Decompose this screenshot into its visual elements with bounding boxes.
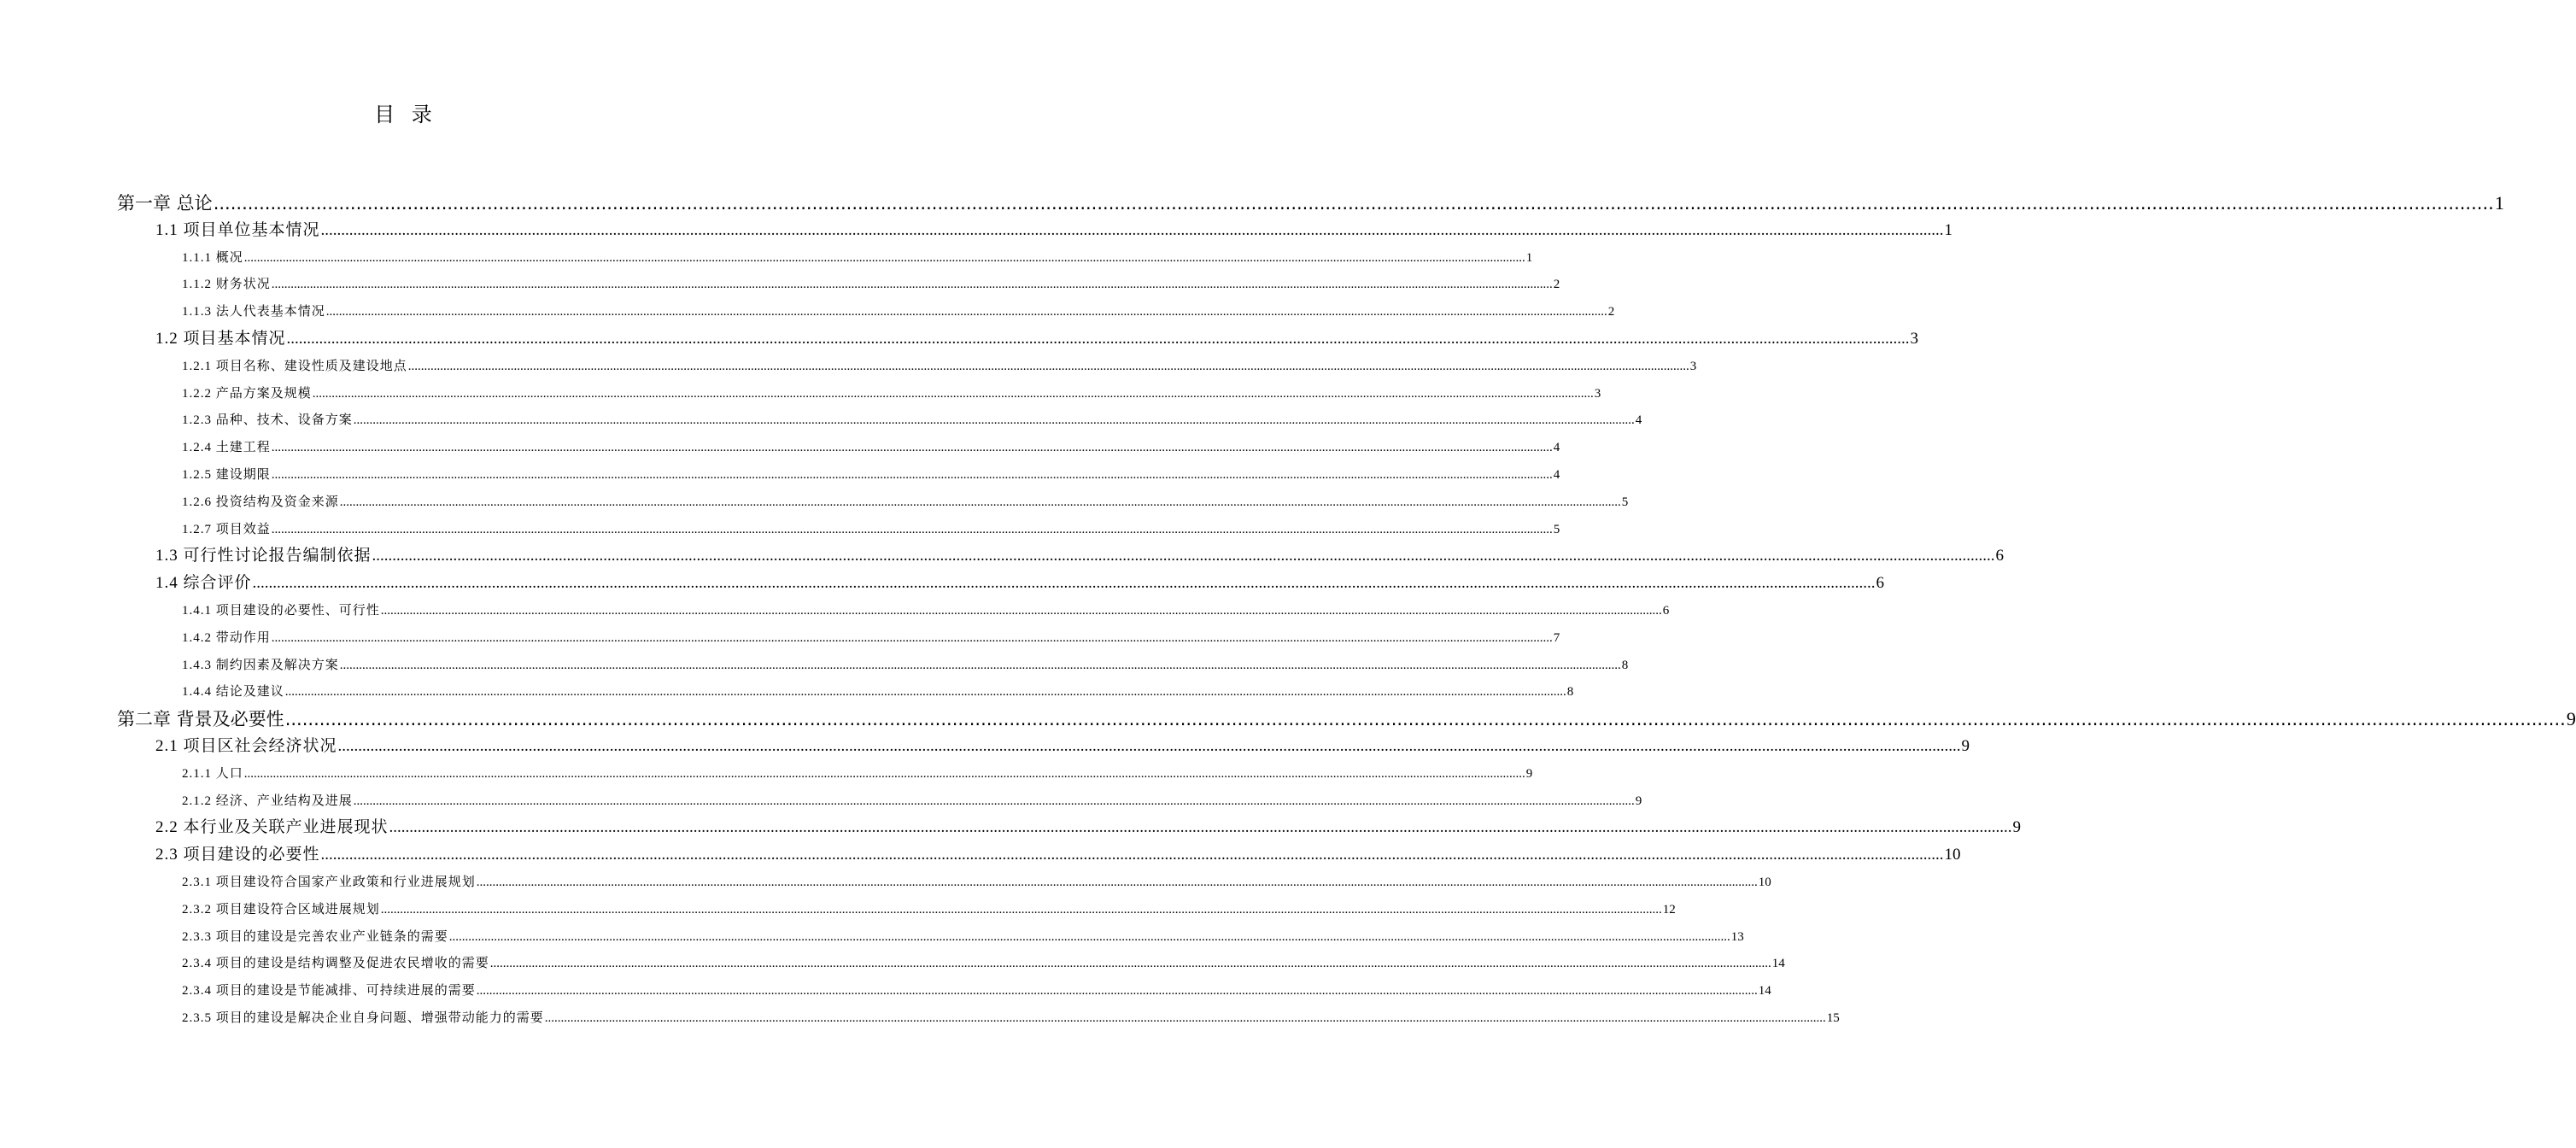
toc-dot-leader: ................................................................................................................................................................................................................................................................................................................................................................................................................ bbox=[389, 818, 2012, 837]
toc-entry-page-number: 5 bbox=[1621, 495, 1629, 509]
toc-entry-level-3[interactable] bbox=[182, 928, 1744, 946]
toc-dot-leader: ................................................................................................................................................................................................................................................................................................................................................................................................................ bbox=[320, 846, 1944, 864]
toc-entry-level-2[interactable] bbox=[155, 220, 1953, 242]
toc-dot-leader: ................................................................................................................................................................................................................................................................................................................................................................................................................ bbox=[284, 709, 2566, 730]
toc-entry-label: 1.4 综合评价 bbox=[155, 574, 252, 593]
toc-entry-page-number: 12 bbox=[1662, 902, 1676, 917]
toc-entry-label: 1.2 项目基本情况 bbox=[155, 330, 286, 348]
toc-entry-level-2[interactable] bbox=[155, 572, 1885, 594]
toc-entry-label: 2.2 本行业及关联产业进展现状 bbox=[155, 818, 389, 837]
toc-entry-label: 2.3.1 项目建设符合国家产业政策和行业进展规划 bbox=[182, 876, 476, 889]
toc-entry-page-number: 6 bbox=[1662, 604, 1670, 618]
toc-entry-page-number: 9 bbox=[1961, 737, 1970, 755]
toc-entry-page-number: 2 bbox=[1607, 305, 1615, 319]
toc-entry-level-3[interactable] bbox=[182, 764, 1533, 783]
toc-entry-label: 1.2.3 品种、技术、设备方案 bbox=[182, 413, 353, 428]
toc-dot-leader: ................................................................................................................................................................................................................................................................................................................................................................................................................ bbox=[320, 220, 1944, 239]
toc-entry-label: 1.2.4 土建工程 bbox=[182, 441, 271, 455]
toc-entry-level-3[interactable] bbox=[182, 384, 1601, 403]
toc-entry-page-number: 9 bbox=[2012, 818, 2022, 837]
toc-dot-leader: ................................................................................................................................................................................................................................................................................................................................................................................................................ bbox=[339, 658, 1621, 672]
toc-entry-level-3[interactable] bbox=[182, 954, 1785, 973]
toc-dot-leader: ................................................................................................................................................................................................................................................................................................................................................................................................................ bbox=[312, 386, 1594, 401]
toc-entry-level-3[interactable] bbox=[182, 1009, 1840, 1028]
toc-entry-page-number: 3 bbox=[1910, 330, 1919, 348]
toc-dot-leader: ................................................................................................................................................................................................................................................................................................................................................................................................................ bbox=[476, 984, 1758, 999]
toc-dot-leader: ................................................................................................................................................................................................................................................................................................................................................................................................................ bbox=[407, 359, 1689, 373]
toc-entry-level-3[interactable] bbox=[182, 275, 1560, 294]
toc-entry-level-3[interactable] bbox=[182, 438, 1560, 457]
toc-dot-leader: ................................................................................................................................................................................................................................................................................................................................................................................................................ bbox=[325, 305, 1607, 319]
toc-dot-leader: ................................................................................................................................................................................................................................................................................................................................................................................................................ bbox=[544, 1011, 1826, 1025]
toc-entry-page-number: 1 bbox=[1944, 220, 1953, 239]
toc-entry-label: 1.1.1 概况 bbox=[182, 250, 243, 265]
toc-entry-page-number: 9 bbox=[1635, 794, 1642, 808]
toc-entry-label: 1.2.6 投资结构及资金来源 bbox=[182, 495, 339, 509]
toc-entry-label: 1.4.3 制约因素及解决方案 bbox=[182, 658, 339, 672]
toc-entry-page-number: 3 bbox=[1594, 386, 1601, 401]
toc-entry-level-3[interactable] bbox=[182, 682, 1574, 701]
toc-entry-label: 1.1.3 法人代表基本情况 bbox=[182, 305, 325, 319]
toc-dot-leader: ................................................................................................................................................................................................................................................................................................................................................................................................................ bbox=[286, 330, 1910, 348]
toc-entry-page-number: 1 bbox=[2494, 192, 2504, 214]
toc-entry-label: 1.1.2 财务状况 bbox=[182, 278, 271, 292]
toc-entry-label: 1.4.1 项目建设的必要性、可行性 bbox=[182, 604, 380, 618]
toc-dot-leader: ................................................................................................................................................................................................................................................................................................................................................................................................................ bbox=[271, 441, 1553, 455]
toc-dot-leader: ................................................................................................................................................................................................................................................................................................................................................................................................................ bbox=[284, 685, 1566, 700]
toc-entry-label: 1.4.2 带动作用 bbox=[182, 630, 271, 645]
toc-entry-level-2[interactable] bbox=[155, 817, 2022, 839]
toc-entry-level-2[interactable] bbox=[155, 844, 1961, 866]
toc-entry-page-number: 8 bbox=[1621, 658, 1629, 672]
toc-dot-leader: ................................................................................................................................................................................................................................................................................................................................................................................................................ bbox=[380, 604, 1662, 618]
toc-dot-leader: ................................................................................................................................................................................................................................................................................................................................................................................................................ bbox=[353, 413, 1635, 428]
toc-entry-level-3[interactable] bbox=[182, 629, 1560, 647]
toc-entry-label: 2.1 项目区社会经济状况 bbox=[155, 737, 337, 755]
toc-entry-label: 第一章 总论 bbox=[117, 193, 213, 214]
toc-dot-leader: ................................................................................................................................................................................................................................................................................................................................................................................................................ bbox=[243, 766, 1525, 781]
toc-entry-level-3[interactable] bbox=[182, 357, 1697, 376]
toc-entry-level-3[interactable] bbox=[182, 981, 1771, 1000]
toc-entry-page-number: 13 bbox=[1730, 929, 1744, 944]
toc-entry-page-number: 6 bbox=[1876, 574, 1885, 593]
toc-entry-level-3[interactable] bbox=[182, 411, 1642, 430]
toc-dot-leader: ................................................................................................................................................................................................................................................................................................................................................................................................................ bbox=[213, 193, 2494, 214]
toc-entry-label: 2.3.3 项目的建设是完善农业产业链条的需要 bbox=[182, 929, 448, 944]
toc-dot-leader: ................................................................................................................................................................................................................................................................................................................................................................................................................ bbox=[476, 876, 1758, 889]
toc-entry-page-number: 9 bbox=[1525, 766, 1533, 781]
toc-entry-label: 1.1 项目单位基本情况 bbox=[155, 220, 320, 239]
toc-entry-level-3[interactable] bbox=[182, 792, 1642, 811]
toc-entry-label: 2.3.4 项目的建设是结构调整及促进农民增收的需要 bbox=[182, 957, 489, 971]
toc-entry-label: 2.1.2 经济、产业结构及进展 bbox=[182, 794, 353, 808]
toc-entry-page-number: 14 bbox=[1771, 957, 1785, 971]
toc-dot-leader: ................................................................................................................................................................................................................................................................................................................................................................................................................ bbox=[271, 522, 1553, 536]
toc-entry-page-number: 6 bbox=[1995, 547, 2005, 565]
toc-entry-page-number: 7 bbox=[1553, 630, 1560, 645]
toc-entry-label: 1.2.2 产品方案及规模 bbox=[182, 386, 312, 401]
toc-entry-page-number: 4 bbox=[1553, 468, 1560, 482]
toc-entry-level-3[interactable] bbox=[182, 302, 1615, 321]
toc-entry-label: 1.2.5 建设期限 bbox=[182, 468, 271, 482]
toc-entry-label: 第二章 背景及必要性 bbox=[117, 709, 284, 730]
toc-entry-page-number: 15 bbox=[1826, 1011, 1840, 1025]
toc-entry-level-3[interactable] bbox=[182, 601, 1670, 620]
toc-entry-level-3[interactable] bbox=[182, 656, 1629, 675]
toc-dot-leader: ................................................................................................................................................................................................................................................................................................................................................................................................................ bbox=[243, 250, 1525, 265]
toc-entry-level-3[interactable] bbox=[182, 900, 1676, 919]
toc-entry-level-3[interactable] bbox=[182, 466, 1560, 484]
toc-entry-page-number: 1 bbox=[1525, 250, 1533, 265]
toc-entry-page-number: 3 bbox=[1689, 359, 1697, 373]
toc-entry-page-number: 4 bbox=[1553, 441, 1560, 455]
toc-dot-leader: ................................................................................................................................................................................................................................................................................................................................................................................................................ bbox=[380, 902, 1662, 917]
toc-entry-level-3[interactable] bbox=[182, 520, 1560, 539]
toc-entry-label: 2.3 项目建设的必要性 bbox=[155, 846, 320, 864]
toc-dot-leader: ................................................................................................................................................................................................................................................................................................................................................................................................................ bbox=[252, 574, 1876, 593]
toc-dot-leader: ................................................................................................................................................................................................................................................................................................................................................................................................................ bbox=[372, 547, 1995, 565]
toc-entry-level-3[interactable] bbox=[182, 249, 1533, 267]
toc-entry-page-number: 14 bbox=[1758, 984, 1771, 999]
toc-entry-label: 1.2.7 项目效益 bbox=[182, 522, 271, 536]
toc-dot-leader: ................................................................................................................................................................................................................................................................................................................................................................................................................ bbox=[271, 468, 1553, 482]
toc-entry-label: 1.2.1 项目名称、建设性质及建设地点 bbox=[182, 359, 407, 373]
toc-entry-label: 2.3.4 项目的建设是节能减排、可持续进展的需要 bbox=[182, 984, 476, 999]
toc-entry-level-1[interactable] bbox=[117, 191, 2504, 215]
toc-entry-page-number: 9 bbox=[2566, 708, 2576, 730]
toc-entry-level-2[interactable] bbox=[155, 735, 1970, 758]
toc-dot-leader: ................................................................................................................................................................................................................................................................................................................................................................................................................ bbox=[448, 929, 1730, 944]
toc-dot-leader: ................................................................................................................................................................................................................................................................................................................................................................................................................ bbox=[489, 957, 1771, 971]
toc-title: 目 录 bbox=[374, 102, 437, 126]
toc-entry-level-3[interactable] bbox=[182, 873, 1771, 892]
toc-entry-label: 2.1.1 人口 bbox=[182, 766, 243, 781]
toc-dot-leader: ................................................................................................................................................................................................................................................................................................................................................................................................................ bbox=[271, 630, 1553, 645]
toc-entry-page-number: 8 bbox=[1566, 685, 1574, 700]
toc-entry-level-2[interactable] bbox=[155, 328, 1919, 350]
toc-entry-page-number: 4 bbox=[1635, 413, 1642, 428]
toc-entry-page-number: 10 bbox=[1758, 876, 1771, 889]
toc-entry-label: 2.3.5 项目的建设是解决企业自身问题、增强带动能力的需要 bbox=[182, 1011, 544, 1025]
toc-entry-level-1[interactable] bbox=[117, 707, 2576, 731]
toc-dot-leader: ................................................................................................................................................................................................................................................................................................................................................................................................................ bbox=[339, 495, 1621, 509]
toc-entry-level-3[interactable] bbox=[182, 493, 1629, 512]
toc-entry-page-number: 5 bbox=[1553, 522, 1560, 536]
toc-entry-level-2[interactable] bbox=[155, 545, 2005, 567]
toc-dot-leader: ................................................................................................................................................................................................................................................................................................................................................................................................................ bbox=[337, 737, 1961, 755]
toc-dot-leader: ................................................................................................................................................................................................................................................................................................................................................................................................................ bbox=[271, 278, 1553, 292]
toc-entry-label: 1.4.4 结论及建议 bbox=[182, 685, 284, 700]
toc-entry-label: 1.3 可行性讨论报告编制依据 bbox=[155, 547, 372, 565]
toc-entry-label: 2.3.2 项目建设符合区域进展规划 bbox=[182, 902, 380, 917]
toc-entry-page-number: 10 bbox=[1944, 846, 1961, 864]
toc-dot-leader: ................................................................................................................................................................................................................................................................................................................................................................................................................ bbox=[353, 794, 1635, 808]
toc-entry-page-number: 2 bbox=[1553, 278, 1560, 292]
